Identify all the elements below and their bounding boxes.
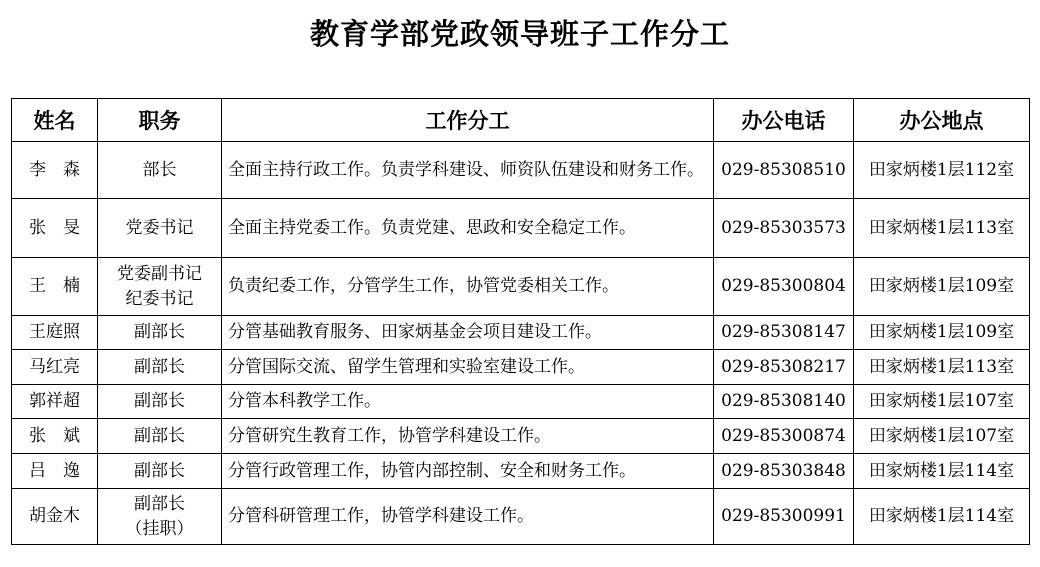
header-post: 职务 bbox=[98, 99, 222, 142]
cell-post bbox=[98, 385, 222, 419]
cell-post bbox=[98, 316, 222, 350]
table-row bbox=[12, 489, 1030, 545]
table-row bbox=[12, 258, 1030, 316]
cell-work: 分管研究生教育工作，协管学科建设工作。 bbox=[222, 419, 714, 454]
cell-office: 田家炳楼1层107室 bbox=[854, 419, 1030, 454]
cell-post bbox=[98, 258, 222, 316]
header-work: 工作分工 bbox=[222, 99, 714, 142]
table-header-row bbox=[12, 99, 1030, 142]
cell-work: 全面主持党委工作。负责党建、思政和安全稳定工作。 bbox=[222, 199, 714, 258]
table-row bbox=[12, 316, 1030, 350]
cell-office: 田家炳楼1层113室 bbox=[854, 199, 1030, 258]
cell-post bbox=[98, 489, 222, 545]
post-line: 副部长 bbox=[134, 391, 185, 411]
cell-office: 田家炳楼1层107室 bbox=[854, 385, 1030, 419]
post-line: （挂职） bbox=[125, 518, 194, 539]
page-title: 教育学部党政领导班子工作分工 bbox=[309, 17, 730, 51]
table-row bbox=[12, 419, 1030, 454]
header-office: 办公地点 bbox=[854, 99, 1030, 142]
cell-post bbox=[98, 419, 222, 454]
cell-work: 分管科研管理工作，协管学科建设工作。 bbox=[222, 489, 714, 545]
cell-phone: 029-85300804 bbox=[714, 258, 854, 316]
cell-post bbox=[98, 454, 222, 489]
post-line: 纪委书记 bbox=[125, 288, 194, 309]
post-line: 副部长 bbox=[134, 356, 185, 377]
cell-name: 马红亮 bbox=[12, 350, 98, 385]
cell-office: 田家炳楼1层112室 bbox=[854, 142, 1030, 199]
cell-phone: 029-85308510 bbox=[714, 142, 854, 199]
cell-work: 全面主持行政工作。负责学科建设、师资队伍建设和财务工作。 bbox=[222, 142, 714, 199]
cell-work: 分管行政管理工作，协管内部控制、安全和财务工作。 bbox=[222, 454, 714, 489]
cell-work: 分管国际交流、留学生管理和实验室建设工作。 bbox=[222, 350, 714, 385]
post-line: 副部长 bbox=[134, 460, 185, 481]
table-row bbox=[12, 142, 1030, 199]
cell-name: 张 斌 bbox=[12, 419, 98, 454]
cell-post bbox=[98, 350, 222, 385]
cell-office: 田家炳楼1层109室 bbox=[854, 258, 1030, 316]
cell-office: 田家炳楼1层114室 bbox=[854, 454, 1030, 489]
cell-work: 分管本科教学工作。 bbox=[222, 385, 714, 419]
cell-phone: 029-85300991 bbox=[714, 489, 854, 545]
header-name: 姓名 bbox=[12, 99, 98, 142]
cell-work: 负责纪委工作，分管学生工作，协管党委相关工作。 bbox=[222, 258, 714, 316]
cell-name: 王庭照 bbox=[12, 316, 98, 350]
cell-post bbox=[98, 199, 222, 258]
header-phone: 办公电话 bbox=[714, 99, 854, 142]
post-line: 副部长 bbox=[134, 493, 185, 514]
cell-name: 郭祥超 bbox=[12, 385, 98, 419]
post-line: 副部长 bbox=[134, 425, 185, 446]
table-row bbox=[12, 454, 1030, 489]
cell-office: 田家炳楼1层109室 bbox=[854, 316, 1030, 350]
cell-name: 胡金木 bbox=[12, 489, 98, 545]
cell-name: 张 旻 bbox=[12, 199, 98, 258]
cell-phone: 029-85308217 bbox=[714, 350, 854, 385]
post-line: 党委副书记 bbox=[117, 263, 202, 284]
cell-work: 分管基础教育服务、田家炳基金会项目建设工作。 bbox=[222, 316, 714, 350]
cell-phone: 029-85308147 bbox=[714, 316, 854, 350]
table-row bbox=[12, 199, 1030, 258]
cell-name: 吕 逸 bbox=[12, 454, 98, 489]
post-line: 部长 bbox=[142, 159, 177, 180]
cell-name: 王 楠 bbox=[12, 258, 98, 316]
cell-phone: 029-85300874 bbox=[714, 419, 854, 454]
cell-phone: 029-85303848 bbox=[714, 454, 854, 489]
table-row bbox=[12, 350, 1030, 385]
cell-phone: 029-85303573 bbox=[714, 199, 854, 258]
cell-name: 李 森 bbox=[12, 142, 98, 199]
division-of-work-table bbox=[11, 98, 1030, 545]
cell-post bbox=[98, 142, 222, 199]
cell-office: 田家炳楼1层113室 bbox=[854, 350, 1030, 385]
cell-office: 田家炳楼1层114室 bbox=[854, 489, 1030, 545]
post-line: 副部长 bbox=[134, 322, 185, 342]
cell-phone: 029-85308140 bbox=[714, 385, 854, 419]
table-row bbox=[12, 385, 1030, 419]
post-line: 党委书记 bbox=[125, 217, 194, 238]
